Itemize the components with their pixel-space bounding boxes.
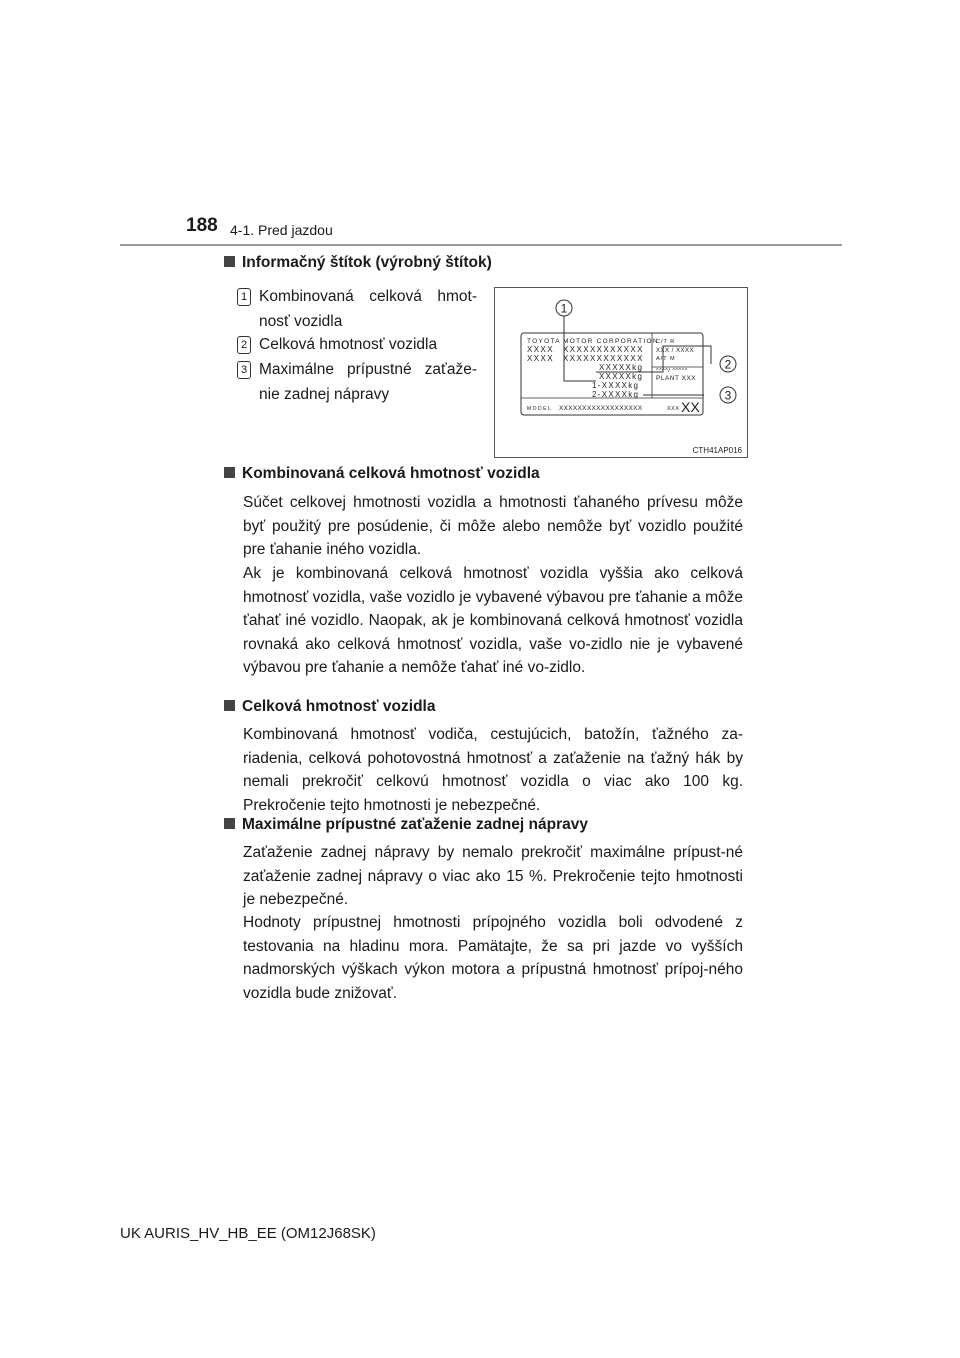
- paragraph: Zaťaženie zadnej nápravy by nemalo prekročiť maximálne prípust-né zaťaženie zadnej nápravy o viac ako 15 %. Prekročenie tejto hmotnosti je nebezpečné.: [243, 844, 743, 908]
- plate-plant: PLANT XXX: [656, 375, 697, 382]
- plate-weight-1: XXXXXkg: [599, 363, 644, 372]
- paragraph: Hodnoty prípustnej hmotnosti prípojného vozidla boli odvodené z testovania na hladinu mora. Pamätajte, že sa pri jazde vo vyšších nadmorských výškach výkon motora a prípustná hmotnosť prípoj-ného vozidla bude znižovať.: [243, 914, 743, 1002]
- plate-model-label: MODEL: [527, 406, 553, 412]
- callout-3-label: 3: [724, 388, 732, 403]
- plate-row2-right: XXXXXXXXXXXX: [563, 354, 644, 363]
- callout-1-label: 1: [560, 301, 568, 316]
- plate-ctr: C/T R: [656, 339, 676, 345]
- numbered-item-1: [237, 284, 477, 334]
- plate-row1-left: XXXX: [527, 345, 554, 354]
- section-title: 4-1. Pred jazdou: [230, 222, 333, 238]
- plate-dots: ^^^^/ ^^^^^: [656, 368, 688, 374]
- paragraph: Ak je kombinovaná celková hmotnosť vozidla vyššia ako celková hmotnosť vozidla, vaše vozidlo je vybavené výbavou pre ťahanie a môže ťahať iné vozidlo. Naopak, ak je kombinovaná celková hmotnosť vozidla rovnaká ako celková hmotnosť vozidla, vaše vo-zidlo nie je vybavené výbavou pre ťahanie a nemôže ťahať iné vo-zidlo.: [243, 565, 743, 676]
- number-badge: 2: [237, 336, 251, 354]
- info-plate-illustration: [495, 288, 747, 457]
- numbered-item-text: Kombinovaná celková hmot-nosť vozidla: [259, 288, 477, 330]
- square-bullet-icon: [224, 467, 235, 478]
- plate-row2-left: XXXX: [527, 354, 554, 363]
- heading-rear-axle: [224, 816, 588, 834]
- square-bullet-icon: [224, 700, 235, 711]
- header-divider: [120, 244, 842, 246]
- heading-text: Informačný štítok (výrobný štítok): [242, 254, 492, 271]
- heading-text: Kombinovaná celková hmotnosť vozidla: [242, 465, 540, 482]
- footer-doc-id: UK AURIS_HV_HB_EE (OM12J68SK): [120, 1225, 376, 1242]
- heading-gross-weight: [224, 698, 435, 716]
- plate-axle-1: 1-XXXXkg: [592, 381, 640, 390]
- plate-brand: TOYOTA: [527, 338, 561, 345]
- plate-corp: MOTOR CORPORATION: [563, 338, 659, 345]
- number-badge: 3: [237, 361, 251, 379]
- heading-text: Celková hmotnosť vozidla: [242, 698, 436, 715]
- numbered-item-2: [237, 332, 477, 357]
- square-bullet-icon: [224, 818, 235, 829]
- callout-2-label: 2: [724, 357, 732, 372]
- paragraph: Kombinovaná hmotnosť vodiča, cestujúcich, batožín, ťažného za-riadenia, celková pohotovostná hmotnosť a zaťaženie na ťažný hák by nemali prekročiť celkovú hmotnosť vozidla o viac ako 100 kg. Prekročenie tejto hmotnosti je nebezpečné.: [243, 726, 743, 814]
- heading-text: Maximálne prípustné zaťaženie zadnej nápravy: [242, 816, 588, 833]
- number-badge: 1: [237, 288, 251, 306]
- plate-row1-right: XXXXXXXXXXXX: [563, 345, 644, 354]
- figure-code: CTH41AP016: [692, 446, 742, 455]
- heading-combined-weight: [224, 465, 540, 483]
- plate-axle-2: 2-XXXXkg: [592, 390, 640, 399]
- plate-big-xx: XX: [681, 399, 700, 415]
- plate-model-value: XXXXXXXXXXXXXXXXXX: [559, 405, 643, 412]
- numbered-item-text: Celková hmotnosť vozidla: [259, 336, 438, 353]
- numbered-item-3: [237, 357, 477, 407]
- plate-atm: A/T M: [656, 356, 676, 362]
- plate-xxx-xxxx: XXX / XXXX: [656, 348, 695, 354]
- plate-small-xxx: XXX: [667, 406, 680, 412]
- paragraph: Súčet celkovej hmotnosti vozidla a hmotnosti ťahaného prívesu môže byť použitý pre posúdenie, či môže alebo nemôže byť vozidlo použité pre ťahanie iného vozidla.: [243, 494, 743, 558]
- square-bullet-icon: [224, 256, 235, 267]
- plate-weight-2: XXXXXkg: [599, 372, 644, 381]
- numbered-item-text: Maximálne prípustné zaťaže-nie zadnej nápravy: [259, 361, 477, 403]
- info-plate-figure: [494, 287, 748, 458]
- heading-info-label: [224, 254, 492, 272]
- page-number: 188: [186, 215, 218, 236]
